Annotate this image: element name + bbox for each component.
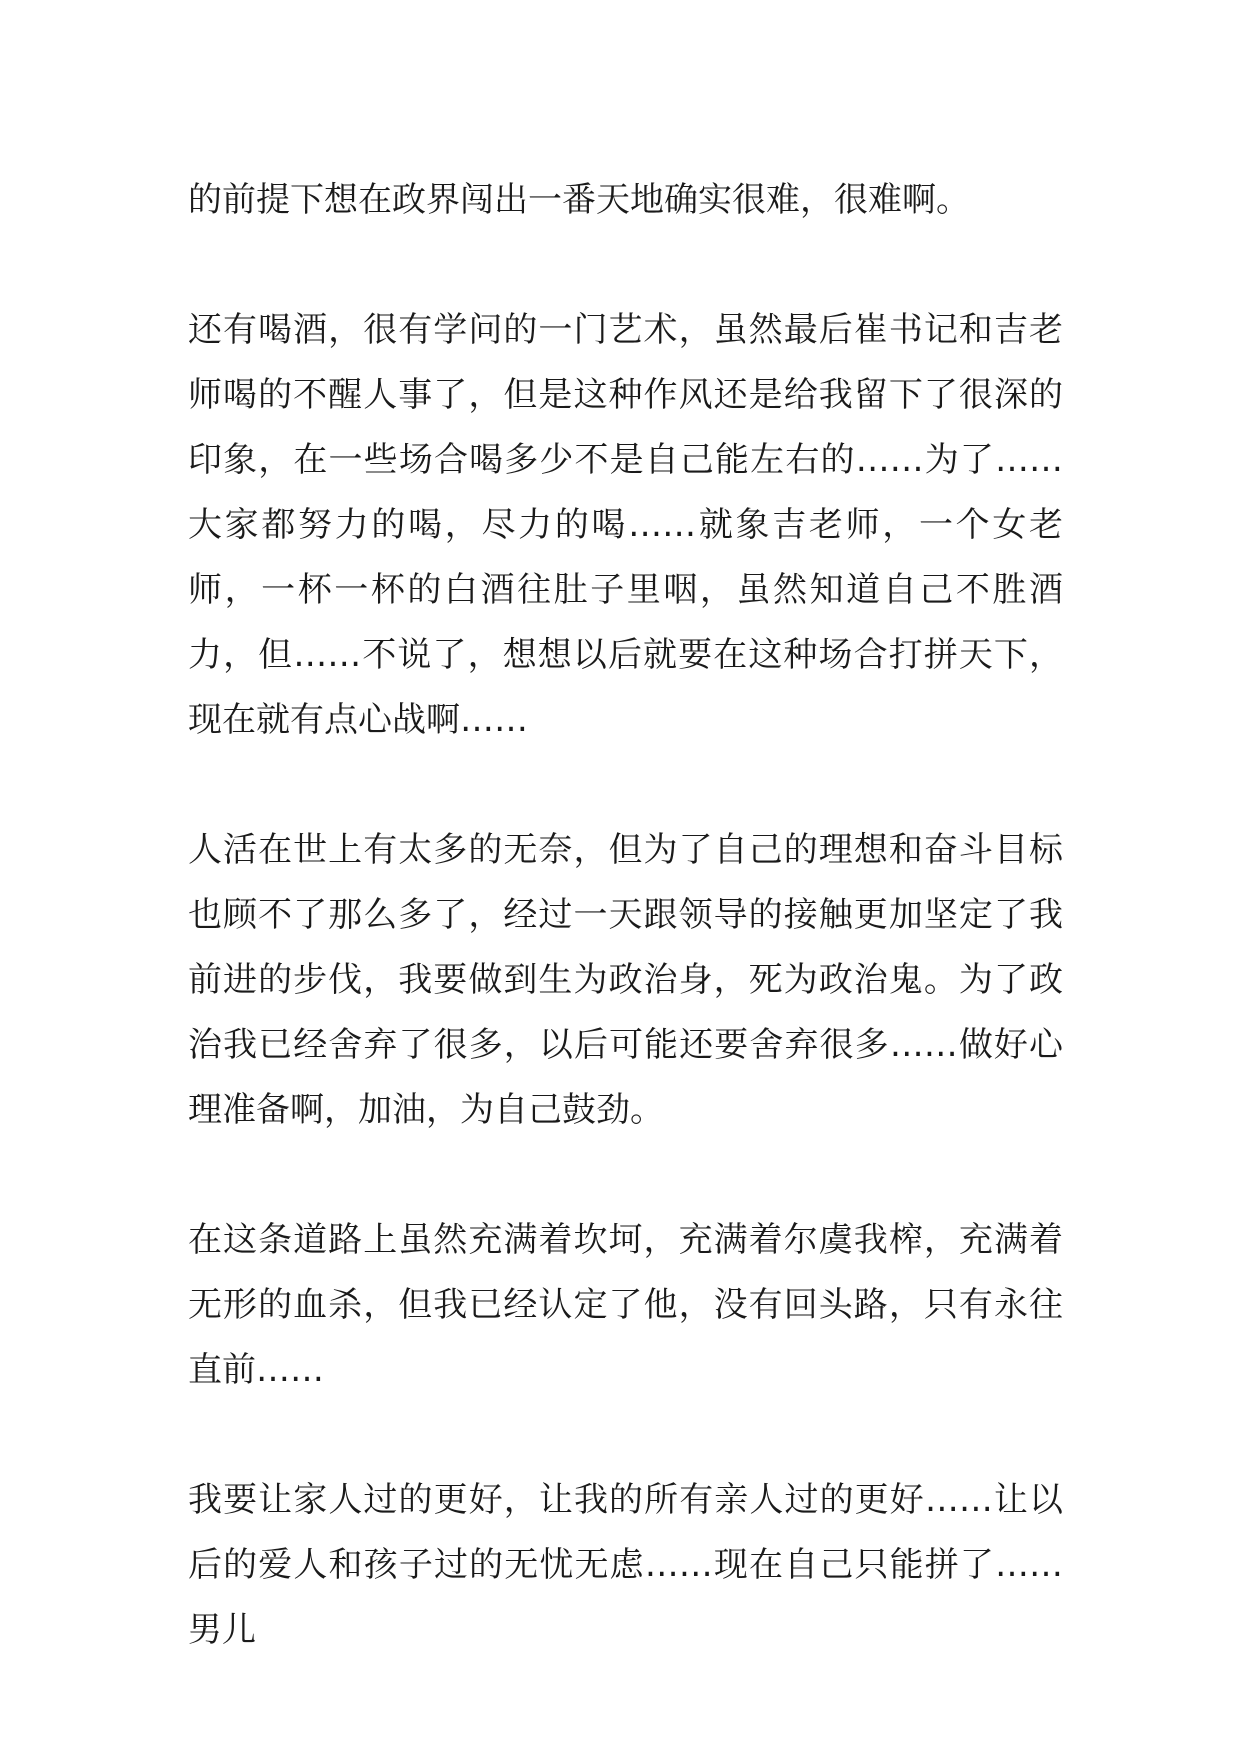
document-body <box>188 168 1063 1728</box>
paragraph-4: 在这条道路上虽然充满着坎坷，充满着尔虞我榨，充满着无形的血杀，但我已经认定了他，没有回头路，只有永往直前…… <box>188 1220 1063 1390</box>
paragraph-5: 我要让家人过的更好，让我的所有亲人过的更好……让以后的爱人和孩子过的无忧无虑……现在自己只能拼了……男儿 <box>188 1480 1063 1650</box>
paragraph-2: 还有喝酒，很有学问的一门艺术，虽然最后崔书记和吉老师喝的不醒人事了，但是这种作风还是给我留下了很深的印象，在一些场合喝多少不是自己能左右的……为了……大家都努力的喝，尽力的喝……就象吉老师，一个女老师，一杯一杯的白酒往肚子里咽，虽然知道自己不胜酒力，但……不说了，想想以后就要在这种场合打拼天下，现在就有点心战啊…… <box>188 310 1063 740</box>
paragraph-3: 人活在世上有太多的无奈，但为了自己的理想和奋斗目标也顾不了那么多了，经过一天跟领导的接触更加坚定了我前进的步伐，我要做到生为政治身，死为政治鬼。为了政治我已经舍弃了很多，以后可能还要舍弃很多……做好心理准备啊，加油，为自己鼓劲。 <box>188 830 1063 1130</box>
paragraph-1: 的前提下想在政界闯出一番天地确实很难，很难啊。 <box>188 180 970 220</box>
